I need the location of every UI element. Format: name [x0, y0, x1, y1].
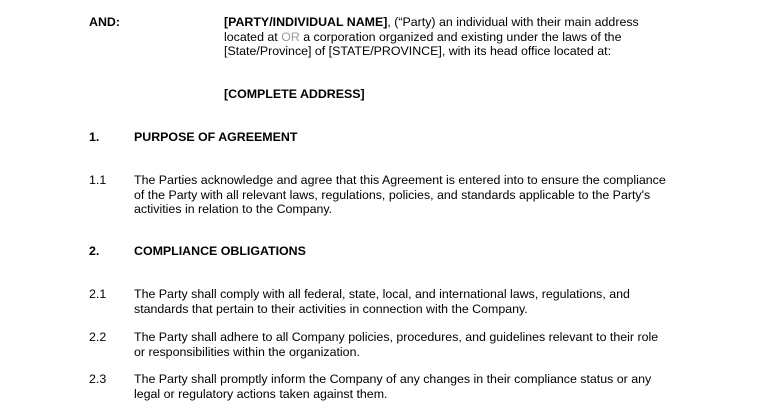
- and-label: AND:: [89, 15, 120, 29]
- party-line-2-pre: located at: [224, 30, 282, 44]
- clause-2-1-number: 2.1: [89, 287, 107, 301]
- clause-1-1-text: [134, 173, 694, 217]
- clause-line: The Party shall comply with all federal, state, local, and international laws, regulations, and: [134, 287, 630, 301]
- section-1-heading: PURPOSE OF AGREEMENT: [134, 130, 298, 144]
- clause-line: activities in relation to the Company.: [134, 202, 333, 217]
- clause-2-3-text: [134, 372, 694, 401]
- clause-2-2-number: 2.2: [89, 330, 107, 344]
- clause-line: legal or regulatory actions taken against them.: [134, 386, 388, 401]
- complete-address-placeholder: [COMPLETE ADDRESS]: [224, 87, 365, 101]
- party-name-placeholder: [PARTY/INDIVIDUAL NAME]: [224, 15, 388, 29]
- clause-line: The Parties acknowledge and agree that this Agreement is entered into to ensure the compliance: [134, 173, 666, 187]
- party-line-1-text: , (“Party) an individual with their main address: [387, 15, 639, 29]
- section-1-number: 1.: [89, 130, 100, 144]
- clause-2-3-number: 2.3: [89, 372, 107, 386]
- clause-line: The Party shall promptly inform the Company of any changes in their compliance status or any: [134, 372, 652, 386]
- party-block-line-2: [224, 30, 621, 45]
- party-line-2-post: a corporation organized and existing under the laws of the: [299, 30, 622, 44]
- clause-2-1-text: [134, 287, 694, 316]
- clause-2-2-text: [134, 330, 694, 359]
- party-block-line-1: [224, 15, 639, 30]
- or-option-text: OR: [281, 30, 300, 44]
- party-block-line-3: [State/Province] of [STATE/PROVINCE], with its head office located at:: [224, 44, 612, 58]
- clause-line: The Party shall adhere to all Company policies, procedures, and guidelines relevant to their role: [134, 330, 659, 344]
- clause-1-1-number: 1.1: [89, 173, 107, 187]
- clause-line: of the Party with all relevant laws, regulations, policies, and standards applicable to the Party's: [134, 187, 651, 202]
- clause-line: or responsibilities within the organization.: [134, 344, 360, 359]
- section-2-number: 2.: [89, 244, 100, 258]
- clause-line: standards that pertain to their activities in connection with the Company.: [134, 301, 528, 316]
- section-2-heading: COMPLIANCE OBLIGATIONS: [134, 244, 306, 258]
